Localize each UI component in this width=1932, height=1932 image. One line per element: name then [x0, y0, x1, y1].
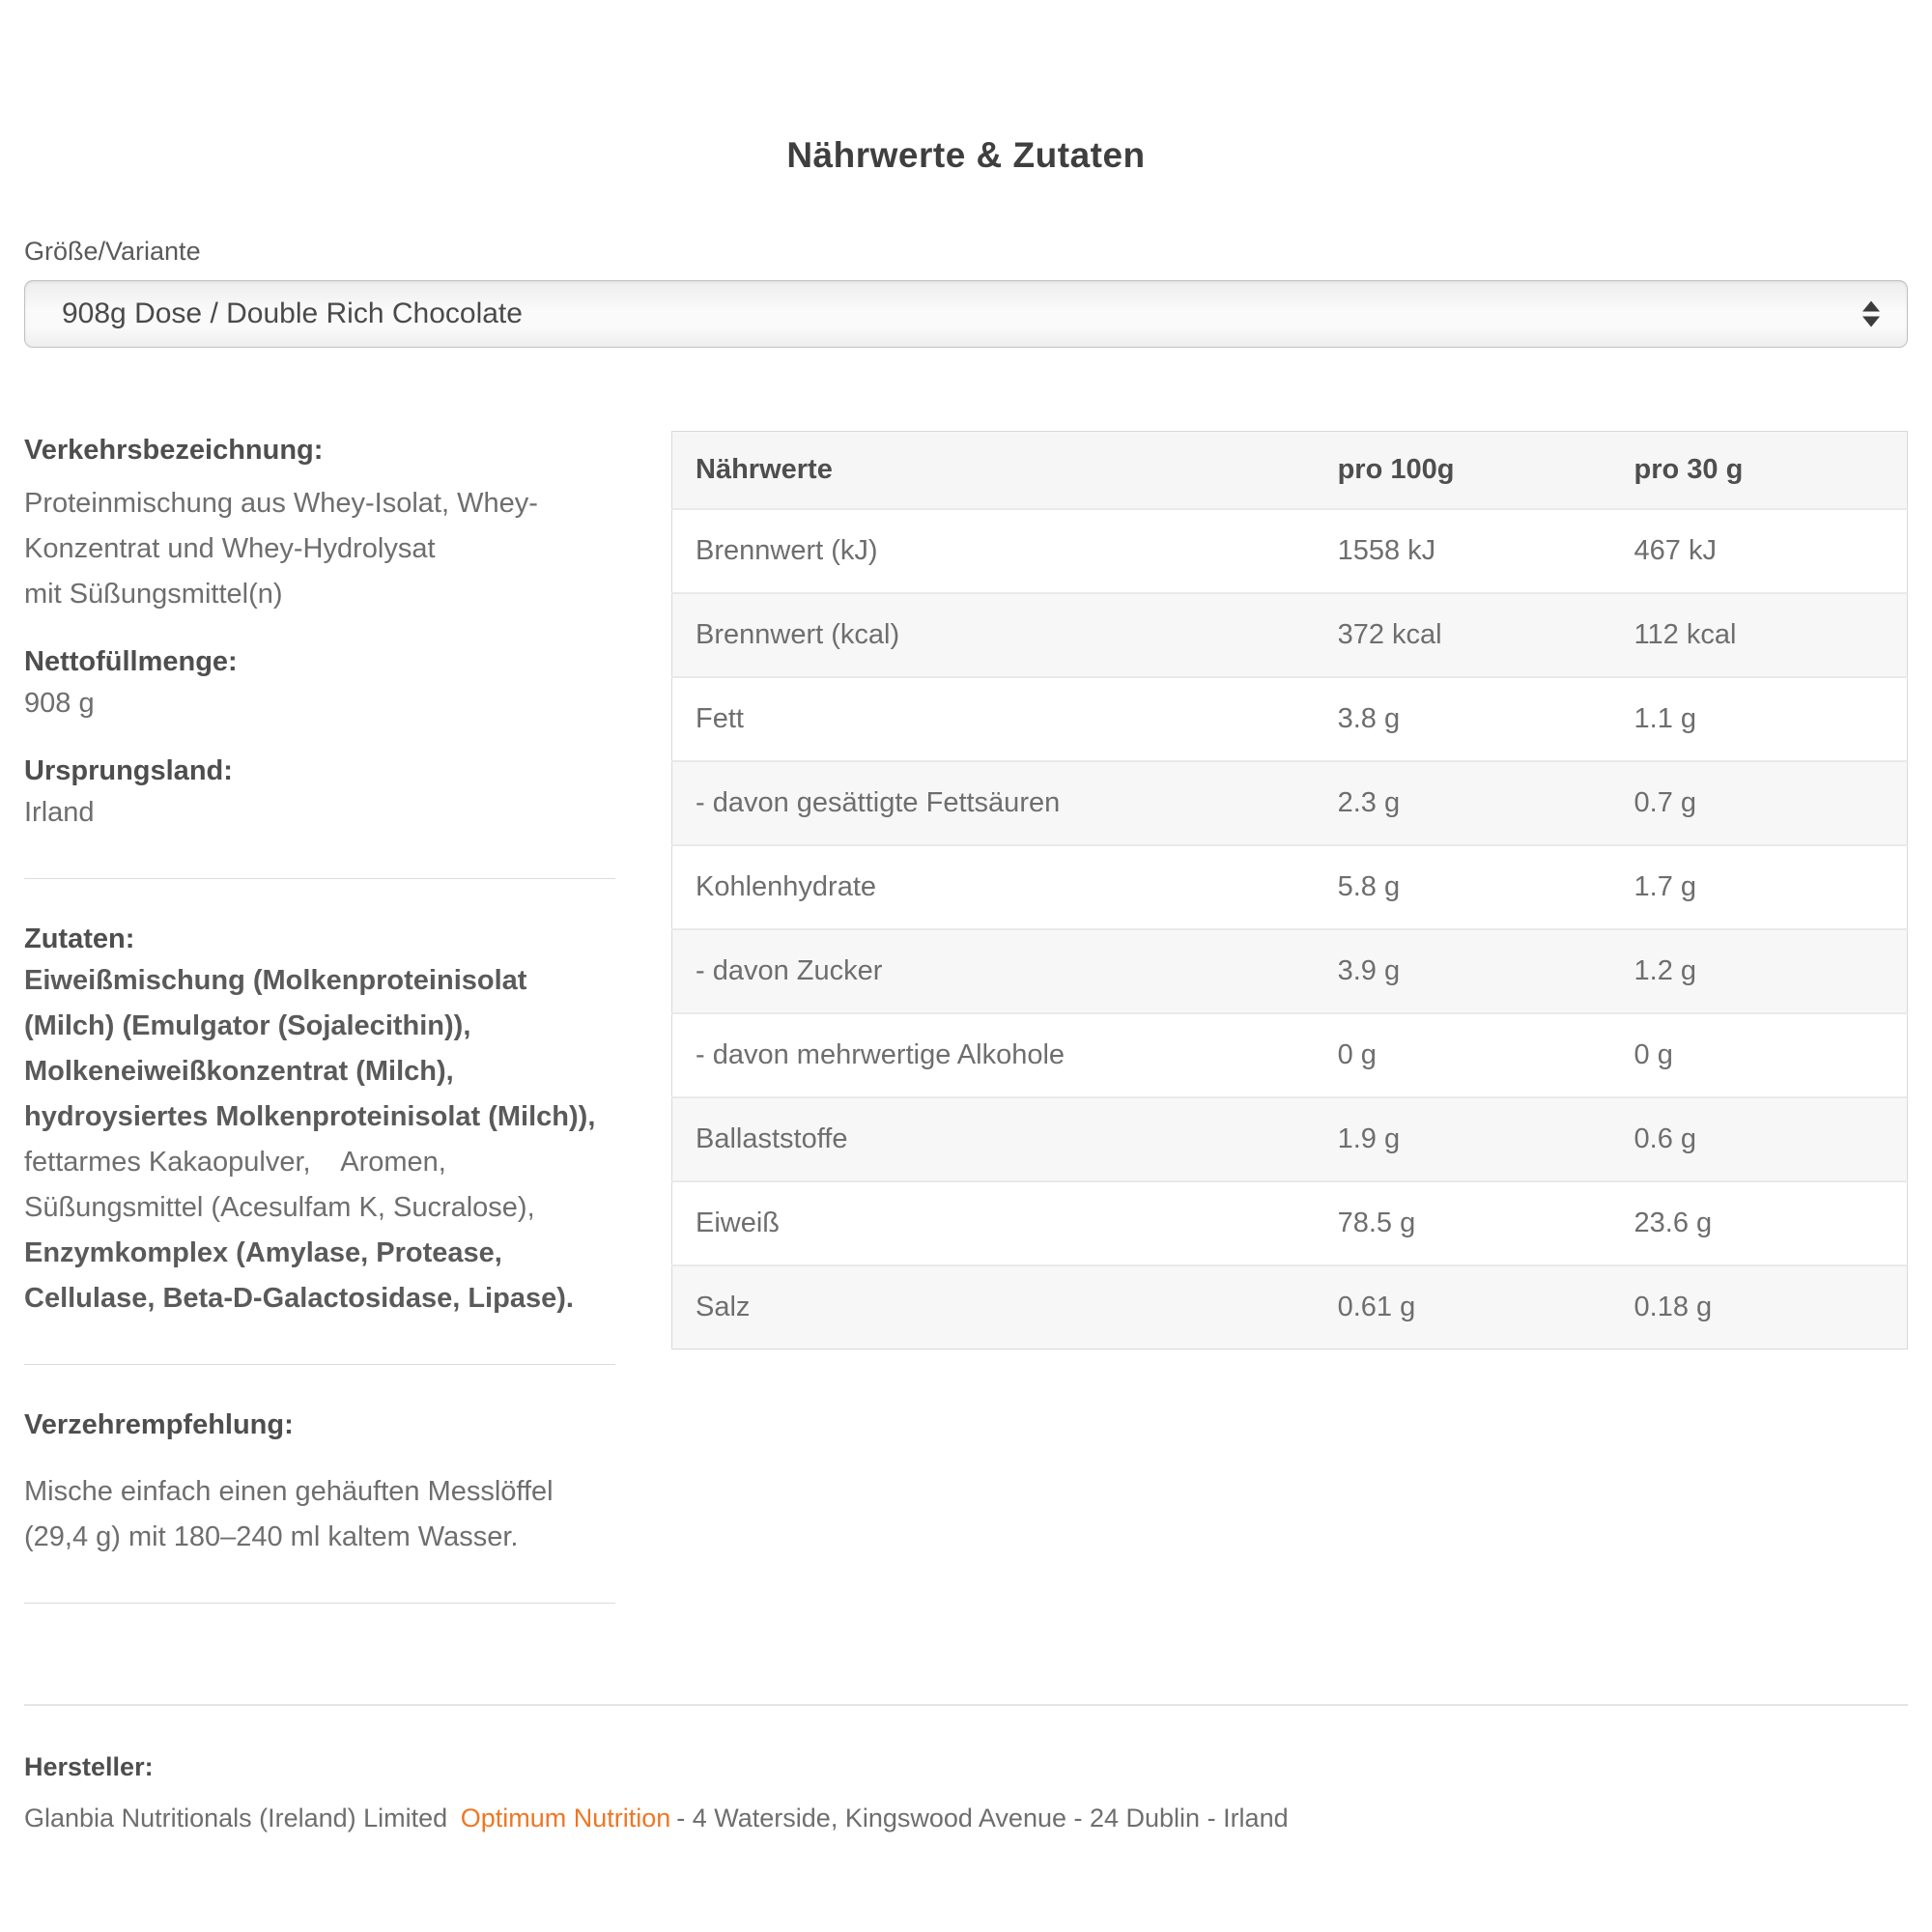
product-info-column [24, 431, 615, 1644]
variant-select-label: Größe/Variante [24, 237, 201, 266]
nutrient-per30: 1.7 g [1611, 845, 1908, 929]
nutrient-per30: 1.1 g [1611, 677, 1908, 761]
nutrient-per100: 1.9 g [1315, 1097, 1611, 1181]
page-title: Nährwerte & Zutaten [786, 135, 1146, 175]
nutrient-name: Kohlenhydrate [672, 845, 1315, 929]
nutrient-name: - davon Zucker [672, 929, 1315, 1013]
nutrition-table [671, 431, 1908, 1350]
table-row [672, 593, 1908, 677]
content-columns [24, 431, 1908, 1644]
zutaten-heading: Zutaten: [24, 923, 135, 955]
nutrition-table-header-row [672, 432, 1908, 510]
nutrient-per100: 3.9 g [1315, 929, 1611, 1013]
section-divider [24, 1364, 615, 1365]
nutrient-per30: 1.2 g [1611, 929, 1908, 1013]
nutrient-name: - davon mehrwertige Alkohole [672, 1013, 1315, 1097]
nettofuellmenge-heading: Nettofüllmenge: [24, 646, 238, 678]
table-row [672, 761, 1908, 845]
nettofuellmenge-value: 908 g [24, 688, 95, 720]
nutrient-per30: 23.6 g [1611, 1181, 1908, 1265]
zutaten-enzyme-ingredients: Enzymkomplex (Amylase, Protease, Cellulase, Beta-D-Galactosidase, Lipase). [24, 1237, 574, 1315]
verzehrempfehlung-heading: Verzehrempfehlung: [24, 1409, 294, 1441]
zutaten-regular-ingredients: fettarmes Kakaopulver, Aromen, Süßungsmittel (Acesulfam K, Sucralose), [24, 1147, 535, 1224]
section-divider [24, 1603, 615, 1604]
nutrition-header-per30: pro 30 g [1611, 432, 1908, 510]
nutrient-name: Ballaststoffe [672, 1097, 1315, 1181]
verkehrsbezeichnung-text-line2: mit Süßungsmittel(n) [24, 579, 283, 611]
table-row [672, 845, 1908, 929]
nutrient-per30: 467 kJ [1611, 509, 1908, 593]
nutrient-per100: 0.61 g [1315, 1265, 1611, 1350]
nutrient-per100: 2.3 g [1315, 761, 1611, 845]
verkehrsbezeichnung-text-line1: Proteinmischung aus Whey-Isolat, Whey-Konzentrat und Whey-Hydrolysat [24, 488, 538, 565]
nutrition-header-per100: pro 100g [1315, 432, 1611, 510]
verkehrsbezeichnung-heading: Verkehrsbezeichnung: [24, 435, 324, 467]
nutrient-per100: 372 kcal [1315, 593, 1611, 677]
nutrient-per100: 3.8 g [1315, 677, 1611, 761]
hersteller-heading: Hersteller: [24, 1752, 154, 1782]
nutrient-name: Eiweiß [672, 1181, 1315, 1265]
nutrient-name: Salz [672, 1265, 1315, 1350]
nutrient-per100: 78.5 g [1315, 1181, 1611, 1265]
table-row [672, 1181, 1908, 1265]
select-up-down-icon [1862, 301, 1880, 327]
nutrient-per100: 0 g [1315, 1013, 1611, 1097]
nutrient-per30: 0.7 g [1611, 761, 1908, 845]
nutrient-name: Fett [672, 677, 1315, 761]
nutrient-name: Brennwert (kcal) [672, 593, 1315, 677]
manufacturer-text-after: - 4 Waterside, Kingswood Avenue - 24 Dublin - Irland [676, 1804, 1289, 1833]
table-row [672, 1097, 1908, 1181]
nutrition-table-column [671, 431, 1908, 1350]
variant-selected-value: 908g Dose / Double Rich Chocolate [62, 298, 523, 330]
table-row [672, 1265, 1908, 1350]
table-row [672, 1013, 1908, 1097]
nutrient-per30: 0.6 g [1611, 1097, 1908, 1181]
chevron-down-icon [1862, 317, 1880, 327]
nutrient-per30: 112 kcal [1611, 593, 1908, 677]
optimum-nutrition-link[interactable]: Optimum Nutrition [460, 1804, 671, 1833]
ursprungsland-heading: Ursprungsland: [24, 755, 233, 787]
nutrition-header-name: Nährwerte [672, 432, 1315, 510]
footer-divider [24, 1704, 1908, 1706]
manufacturer-text-before: Glanbia Nutritionals (Ireland) Limited [24, 1804, 455, 1833]
manufacturer-line [24, 1804, 1908, 1833]
variant-select[interactable] [24, 280, 1908, 348]
table-row [672, 677, 1908, 761]
nutrient-name: Brennwert (kJ) [672, 509, 1315, 593]
nutrient-per100: 5.8 g [1315, 845, 1611, 929]
zutaten-bold-ingredients: Eiweißmischung (Molkenproteinisolat (Milch) (Emulgator (Sojalecithin)), Molkeneiweißkonzentrat (Milch), hydroysiertes Molkenproteinisolat (Milch)), [24, 965, 596, 1133]
verzehrempfehlung-text: Mische einfach einen gehäuften Messlöffel (29,4 g) mit 180–240 ml kaltem Wasser. [24, 1476, 561, 1553]
chevron-up-icon [1862, 301, 1880, 312]
table-row [672, 929, 1908, 1013]
nutrient-per30: 0 g [1611, 1013, 1908, 1097]
manufacturer-section [24, 1752, 1908, 1833]
ursprungsland-value: Irland [24, 797, 95, 829]
table-row [672, 509, 1908, 593]
section-divider [24, 878, 615, 879]
nutrient-per100: 1558 kJ [1315, 509, 1611, 593]
nutrient-per30: 0.18 g [1611, 1265, 1908, 1350]
nutrient-name: - davon gesättigte Fettsäuren [672, 761, 1315, 845]
